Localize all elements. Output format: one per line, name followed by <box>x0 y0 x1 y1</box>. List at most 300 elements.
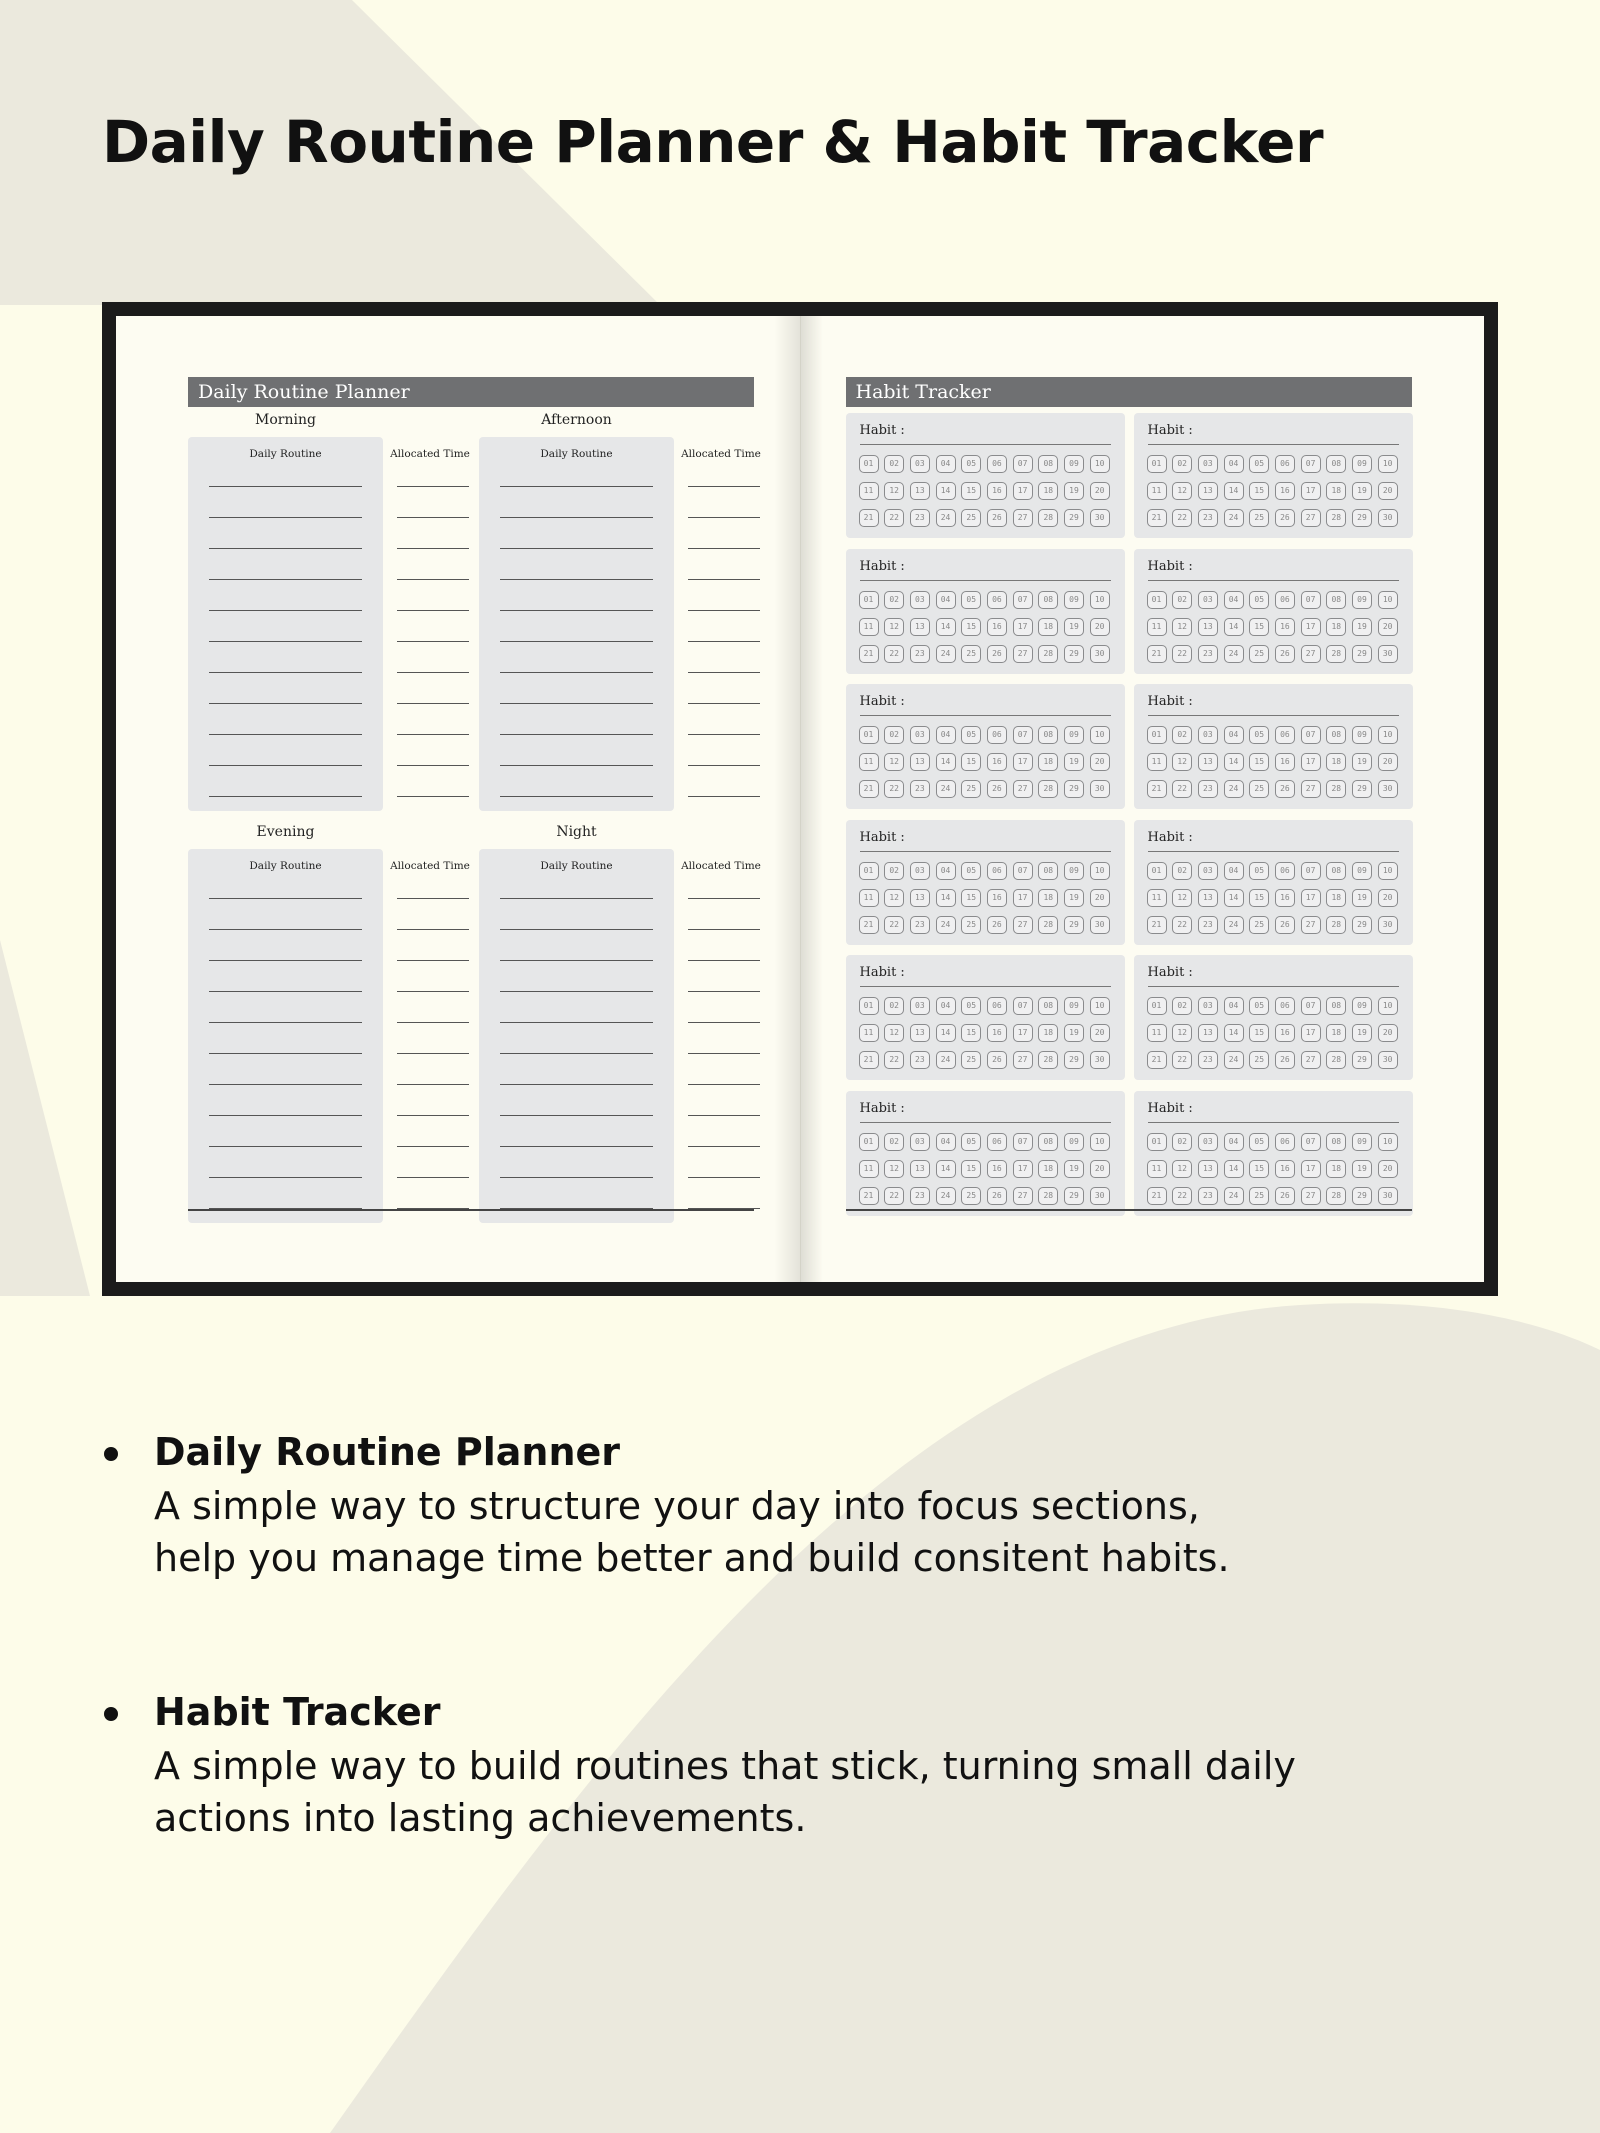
habit-day-checkbox[interactable]: 19 <box>1064 482 1084 500</box>
habit-day-checkbox[interactable]: 01 <box>1147 862 1167 880</box>
habit-day-checkbox[interactable]: 23 <box>1198 1187 1218 1205</box>
habit-day-checkbox[interactable]: 18 <box>1326 482 1346 500</box>
habit-day-checkbox[interactable]: 25 <box>1249 1051 1269 1069</box>
allocated-time-line[interactable] <box>688 672 760 673</box>
allocated-time-line[interactable] <box>397 1177 469 1178</box>
routine-entry-line[interactable] <box>209 610 362 611</box>
habit-day-checkbox[interactable]: 28 <box>1326 1187 1346 1205</box>
allocated-time-line[interactable] <box>397 765 469 766</box>
habit-day-checkbox[interactable]: 04 <box>936 455 956 473</box>
habit-day-checkbox[interactable]: 27 <box>1301 1051 1321 1069</box>
habit-day-checkbox[interactable]: 28 <box>1326 916 1346 934</box>
habit-day-checkbox[interactable]: 12 <box>1172 1024 1192 1042</box>
habit-day-checkbox[interactable]: 14 <box>936 889 956 907</box>
habit-day-checkbox[interactable]: 12 <box>884 1160 904 1178</box>
habit-day-checkbox[interactable]: 24 <box>1224 1051 1244 1069</box>
routine-entry-line[interactable] <box>500 929 653 930</box>
habit-day-checkbox[interactable]: 06 <box>1275 1133 1295 1151</box>
allocated-time-line[interactable] <box>688 579 760 580</box>
routine-entry-line[interactable] <box>500 765 653 766</box>
habit-day-checkbox[interactable]: 10 <box>1090 997 1110 1015</box>
habit-day-checkbox[interactable]: 30 <box>1090 509 1110 527</box>
habit-day-checkbox[interactable]: 29 <box>1064 1187 1084 1205</box>
habit-day-checkbox[interactable]: 10 <box>1378 862 1398 880</box>
habit-day-checkbox[interactable]: 25 <box>1249 916 1269 934</box>
habit-day-checkbox[interactable]: 10 <box>1378 726 1398 744</box>
habit-day-checkbox[interactable]: 09 <box>1352 1133 1372 1151</box>
habit-day-checkbox[interactable]: 12 <box>1172 1160 1192 1178</box>
habit-day-checkbox[interactable]: 16 <box>1275 1024 1295 1042</box>
habit-day-checkbox[interactable]: 04 <box>936 1133 956 1151</box>
habit-day-checkbox[interactable]: 05 <box>961 862 981 880</box>
habit-day-checkbox[interactable]: 15 <box>1249 753 1269 771</box>
habit-day-checkbox[interactable]: 05 <box>1249 1133 1269 1151</box>
habit-day-checkbox[interactable]: 10 <box>1090 1133 1110 1151</box>
allocated-time-line[interactable] <box>688 1177 760 1178</box>
habit-day-checkbox[interactable]: 01 <box>859 726 879 744</box>
habit-day-checkbox[interactable]: 05 <box>961 997 981 1015</box>
habit-day-checkbox[interactable]: 03 <box>1198 726 1218 744</box>
habit-day-checkbox[interactable]: 12 <box>1172 889 1192 907</box>
habit-name-line[interactable] <box>860 851 1111 852</box>
habit-day-checkbox[interactable]: 24 <box>936 509 956 527</box>
habit-day-checkbox[interactable]: 23 <box>1198 916 1218 934</box>
habit-day-checkbox[interactable]: 03 <box>910 591 930 609</box>
habit-day-checkbox[interactable]: 15 <box>1249 1024 1269 1042</box>
habit-day-checkbox[interactable]: 18 <box>1326 889 1346 907</box>
habit-day-checkbox[interactable]: 05 <box>961 591 981 609</box>
habit-day-checkbox[interactable]: 15 <box>961 753 981 771</box>
routine-entry-line[interactable] <box>209 1146 362 1147</box>
habit-name-line[interactable] <box>860 715 1111 716</box>
allocated-time-line[interactable] <box>688 929 760 930</box>
habit-day-checkbox[interactable]: 13 <box>910 482 930 500</box>
allocated-time-line[interactable] <box>397 991 469 992</box>
habit-day-checkbox[interactable]: 13 <box>910 889 930 907</box>
habit-day-checkbox[interactable]: 19 <box>1064 753 1084 771</box>
habit-day-checkbox[interactable]: 07 <box>1013 455 1033 473</box>
habit-day-checkbox[interactable]: 28 <box>1038 780 1058 798</box>
habit-day-checkbox[interactable]: 19 <box>1352 753 1372 771</box>
habit-day-checkbox[interactable]: 03 <box>910 726 930 744</box>
habit-day-checkbox[interactable]: 17 <box>1013 1024 1033 1042</box>
habit-day-checkbox[interactable]: 25 <box>961 780 981 798</box>
habit-day-checkbox[interactable]: 01 <box>859 997 879 1015</box>
habit-day-checkbox[interactable]: 25 <box>1249 509 1269 527</box>
habit-day-checkbox[interactable]: 09 <box>1064 997 1084 1015</box>
habit-day-checkbox[interactable]: 30 <box>1378 509 1398 527</box>
habit-day-checkbox[interactable]: 10 <box>1090 591 1110 609</box>
habit-day-checkbox[interactable]: 04 <box>936 726 956 744</box>
habit-day-checkbox[interactable]: 29 <box>1064 509 1084 527</box>
habit-day-checkbox[interactable]: 28 <box>1038 509 1058 527</box>
habit-day-checkbox[interactable]: 03 <box>1198 591 1218 609</box>
habit-day-checkbox[interactable]: 14 <box>1224 1160 1244 1178</box>
habit-day-checkbox[interactable]: 03 <box>1198 862 1218 880</box>
allocated-time-line[interactable] <box>397 1022 469 1023</box>
habit-day-checkbox[interactable]: 18 <box>1326 1024 1346 1042</box>
allocated-time-line[interactable] <box>397 1146 469 1147</box>
habit-day-checkbox[interactable]: 25 <box>961 1051 981 1069</box>
habit-day-checkbox[interactable]: 18 <box>1038 482 1058 500</box>
habit-day-checkbox[interactable]: 02 <box>884 862 904 880</box>
habit-day-checkbox[interactable]: 27 <box>1013 645 1033 663</box>
habit-day-checkbox[interactable]: 25 <box>961 645 981 663</box>
habit-day-checkbox[interactable]: 05 <box>961 726 981 744</box>
routine-entry-line[interactable] <box>500 641 653 642</box>
habit-day-checkbox[interactable]: 19 <box>1064 618 1084 636</box>
routine-entry-line[interactable] <box>500 486 653 487</box>
habit-day-checkbox[interactable]: 14 <box>936 1024 956 1042</box>
habit-day-checkbox[interactable]: 25 <box>961 509 981 527</box>
habit-day-checkbox[interactable]: 18 <box>1038 1024 1058 1042</box>
routine-entry-line[interactable] <box>500 610 653 611</box>
allocated-time-line[interactable] <box>688 1084 760 1085</box>
allocated-time-line[interactable] <box>688 1022 760 1023</box>
habit-day-checkbox[interactable]: 11 <box>1147 618 1167 636</box>
habit-day-checkbox[interactable]: 13 <box>1198 1024 1218 1042</box>
routine-entry-line[interactable] <box>209 548 362 549</box>
habit-day-checkbox[interactable]: 21 <box>859 509 879 527</box>
habit-name-line[interactable] <box>860 986 1111 987</box>
habit-day-checkbox[interactable]: 11 <box>1147 753 1167 771</box>
routine-entry-line[interactable] <box>500 898 653 899</box>
routine-entry-line[interactable] <box>209 641 362 642</box>
habit-day-checkbox[interactable]: 05 <box>1249 726 1269 744</box>
habit-day-checkbox[interactable]: 11 <box>859 753 879 771</box>
allocated-time-line[interactable] <box>688 734 760 735</box>
habit-day-checkbox[interactable]: 14 <box>1224 618 1244 636</box>
habit-day-checkbox[interactable]: 27 <box>1301 916 1321 934</box>
habit-day-checkbox[interactable]: 02 <box>1172 862 1192 880</box>
routine-entry-line[interactable] <box>500 1146 653 1147</box>
habit-day-checkbox[interactable]: 22 <box>1172 780 1192 798</box>
habit-day-checkbox[interactable]: 07 <box>1013 591 1033 609</box>
habit-name-line[interactable] <box>860 1122 1111 1123</box>
habit-day-checkbox[interactable]: 07 <box>1301 591 1321 609</box>
habit-day-checkbox[interactable]: 13 <box>1198 1160 1218 1178</box>
habit-day-checkbox[interactable]: 01 <box>859 862 879 880</box>
routine-entry-line[interactable] <box>500 1022 653 1023</box>
routine-entry-line[interactable] <box>209 1053 362 1054</box>
habit-day-checkbox[interactable]: 07 <box>1301 726 1321 744</box>
habit-name-line[interactable] <box>860 444 1111 445</box>
habit-day-checkbox[interactable]: 29 <box>1352 509 1372 527</box>
habit-day-checkbox[interactable]: 11 <box>1147 1024 1167 1042</box>
habit-day-checkbox[interactable]: 08 <box>1326 591 1346 609</box>
routine-entry-line[interactable] <box>500 734 653 735</box>
habit-day-checkbox[interactable]: 06 <box>987 591 1007 609</box>
habit-day-checkbox[interactable]: 02 <box>884 591 904 609</box>
habit-name-line[interactable] <box>1148 580 1399 581</box>
habit-day-checkbox[interactable]: 25 <box>961 1187 981 1205</box>
habit-day-checkbox[interactable]: 01 <box>1147 726 1167 744</box>
habit-day-checkbox[interactable]: 20 <box>1090 618 1110 636</box>
habit-day-checkbox[interactable]: 01 <box>859 1133 879 1151</box>
habit-day-checkbox[interactable]: 02 <box>1172 726 1192 744</box>
habit-day-checkbox[interactable]: 02 <box>1172 1133 1192 1151</box>
habit-day-checkbox[interactable]: 04 <box>936 862 956 880</box>
habit-day-checkbox[interactable]: 23 <box>1198 645 1218 663</box>
habit-day-checkbox[interactable]: 26 <box>1275 916 1295 934</box>
habit-day-checkbox[interactable]: 18 <box>1038 618 1058 636</box>
habit-day-checkbox[interactable]: 02 <box>1172 591 1192 609</box>
habit-day-checkbox[interactable]: 25 <box>1249 780 1269 798</box>
habit-day-checkbox[interactable]: 13 <box>910 753 930 771</box>
habit-day-checkbox[interactable]: 15 <box>961 618 981 636</box>
habit-day-checkbox[interactable]: 13 <box>1198 753 1218 771</box>
allocated-time-line[interactable] <box>397 796 469 797</box>
routine-entry-line[interactable] <box>209 765 362 766</box>
habit-day-checkbox[interactable]: 22 <box>884 1187 904 1205</box>
habit-day-checkbox[interactable]: 07 <box>1013 862 1033 880</box>
habit-day-checkbox[interactable]: 24 <box>1224 780 1244 798</box>
habit-day-checkbox[interactable]: 30 <box>1090 916 1110 934</box>
habit-day-checkbox[interactable]: 27 <box>1301 509 1321 527</box>
habit-day-checkbox[interactable]: 24 <box>936 1187 956 1205</box>
habit-day-checkbox[interactable]: 23 <box>910 780 930 798</box>
habit-day-checkbox[interactable]: 29 <box>1064 645 1084 663</box>
habit-day-checkbox[interactable]: 13 <box>910 1024 930 1042</box>
allocated-time-line[interactable] <box>688 765 760 766</box>
habit-name-line[interactable] <box>1148 986 1399 987</box>
habit-day-checkbox[interactable]: 06 <box>1275 591 1295 609</box>
habit-day-checkbox[interactable]: 15 <box>1249 618 1269 636</box>
allocated-time-line[interactable] <box>688 610 760 611</box>
habit-day-checkbox[interactable]: 19 <box>1352 889 1372 907</box>
habit-day-checkbox[interactable]: 16 <box>987 889 1007 907</box>
habit-day-checkbox[interactable]: 12 <box>1172 482 1192 500</box>
allocated-time-line[interactable] <box>397 703 469 704</box>
routine-entry-line[interactable] <box>500 991 653 992</box>
habit-day-checkbox[interactable]: 06 <box>987 726 1007 744</box>
habit-day-checkbox[interactable]: 19 <box>1064 1024 1084 1042</box>
habit-day-checkbox[interactable]: 22 <box>884 916 904 934</box>
habit-day-checkbox[interactable]: 24 <box>936 1051 956 1069</box>
habit-day-checkbox[interactable]: 12 <box>884 618 904 636</box>
allocated-time-line[interactable] <box>397 960 469 961</box>
routine-entry-line[interactable] <box>209 1084 362 1085</box>
habit-day-checkbox[interactable]: 05 <box>1249 862 1269 880</box>
allocated-time-line[interactable] <box>688 703 760 704</box>
habit-day-checkbox[interactable]: 11 <box>859 482 879 500</box>
habit-day-checkbox[interactable]: 19 <box>1352 618 1372 636</box>
routine-entry-line[interactable] <box>500 1084 653 1085</box>
habit-day-checkbox[interactable]: 05 <box>961 1133 981 1151</box>
habit-day-checkbox[interactable]: 08 <box>1326 862 1346 880</box>
habit-day-checkbox[interactable]: 17 <box>1013 889 1033 907</box>
habit-day-checkbox[interactable]: 18 <box>1038 889 1058 907</box>
habit-day-checkbox[interactable]: 23 <box>1198 509 1218 527</box>
habit-day-checkbox[interactable]: 06 <box>987 1133 1007 1151</box>
habit-day-checkbox[interactable]: 23 <box>910 916 930 934</box>
habit-day-checkbox[interactable]: 10 <box>1378 997 1398 1015</box>
routine-entry-line[interactable] <box>500 960 653 961</box>
habit-day-checkbox[interactable]: 15 <box>961 889 981 907</box>
habit-day-checkbox[interactable]: 07 <box>1013 726 1033 744</box>
habit-day-checkbox[interactable]: 02 <box>884 455 904 473</box>
habit-day-checkbox[interactable]: 23 <box>910 645 930 663</box>
habit-day-checkbox[interactable]: 16 <box>987 1024 1007 1042</box>
habit-day-checkbox[interactable]: 29 <box>1352 1051 1372 1069</box>
habit-day-checkbox[interactable]: 10 <box>1378 1133 1398 1151</box>
habit-day-checkbox[interactable]: 28 <box>1326 645 1346 663</box>
habit-day-checkbox[interactable]: 20 <box>1378 618 1398 636</box>
allocated-time-line[interactable] <box>397 486 469 487</box>
habit-day-checkbox[interactable]: 04 <box>936 997 956 1015</box>
habit-day-checkbox[interactable]: 03 <box>1198 1133 1218 1151</box>
habit-day-checkbox[interactable]: 18 <box>1038 1160 1058 1178</box>
routine-entry-line[interactable] <box>209 579 362 580</box>
habit-day-checkbox[interactable]: 27 <box>1013 916 1033 934</box>
routine-entry-line[interactable] <box>500 672 653 673</box>
habit-day-checkbox[interactable]: 04 <box>1224 862 1244 880</box>
allocated-time-line[interactable] <box>397 1084 469 1085</box>
routine-entry-line[interactable] <box>500 1053 653 1054</box>
habit-day-checkbox[interactable]: 07 <box>1301 455 1321 473</box>
habit-day-checkbox[interactable]: 14 <box>1224 1024 1244 1042</box>
habit-day-checkbox[interactable]: 28 <box>1326 509 1346 527</box>
habit-day-checkbox[interactable]: 21 <box>859 1051 879 1069</box>
habit-day-checkbox[interactable]: 14 <box>1224 482 1244 500</box>
habit-day-checkbox[interactable]: 06 <box>1275 455 1295 473</box>
routine-entry-line[interactable] <box>209 672 362 673</box>
habit-day-checkbox[interactable]: 09 <box>1352 591 1372 609</box>
habit-day-checkbox[interactable]: 22 <box>884 509 904 527</box>
habit-day-checkbox[interactable]: 09 <box>1064 455 1084 473</box>
routine-entry-line[interactable] <box>500 548 653 549</box>
habit-day-checkbox[interactable]: 01 <box>1147 997 1167 1015</box>
allocated-time-line[interactable] <box>397 548 469 549</box>
habit-day-checkbox[interactable]: 08 <box>1038 591 1058 609</box>
habit-day-checkbox[interactable]: 30 <box>1378 1051 1398 1069</box>
habit-day-checkbox[interactable]: 27 <box>1013 1187 1033 1205</box>
habit-day-checkbox[interactable]: 16 <box>1275 482 1295 500</box>
habit-day-checkbox[interactable]: 16 <box>1275 889 1295 907</box>
habit-day-checkbox[interactable]: 21 <box>1147 1051 1167 1069</box>
habit-day-checkbox[interactable]: 02 <box>884 997 904 1015</box>
habit-day-checkbox[interactable]: 23 <box>1198 780 1218 798</box>
habit-day-checkbox[interactable]: 15 <box>1249 482 1269 500</box>
habit-day-checkbox[interactable]: 21 <box>859 645 879 663</box>
habit-day-checkbox[interactable]: 30 <box>1378 780 1398 798</box>
habit-day-checkbox[interactable]: 07 <box>1013 997 1033 1015</box>
habit-day-checkbox[interactable]: 10 <box>1378 591 1398 609</box>
habit-day-checkbox[interactable]: 15 <box>1249 1160 1269 1178</box>
habit-day-checkbox[interactable]: 26 <box>987 916 1007 934</box>
habit-day-checkbox[interactable]: 29 <box>1064 916 1084 934</box>
allocated-time-line[interactable] <box>688 1146 760 1147</box>
habit-day-checkbox[interactable]: 06 <box>987 997 1007 1015</box>
habit-day-checkbox[interactable]: 22 <box>1172 916 1192 934</box>
habit-day-checkbox[interactable]: 17 <box>1301 482 1321 500</box>
habit-day-checkbox[interactable]: 02 <box>1172 455 1192 473</box>
habit-day-checkbox[interactable]: 01 <box>859 455 879 473</box>
habit-day-checkbox[interactable]: 11 <box>859 1024 879 1042</box>
habit-day-checkbox[interactable]: 08 <box>1326 726 1346 744</box>
habit-day-checkbox[interactable]: 05 <box>1249 455 1269 473</box>
habit-day-checkbox[interactable]: 06 <box>1275 862 1295 880</box>
habit-day-checkbox[interactable]: 16 <box>987 618 1007 636</box>
habit-day-checkbox[interactable]: 11 <box>1147 889 1167 907</box>
habit-day-checkbox[interactable]: 14 <box>936 482 956 500</box>
allocated-time-line[interactable] <box>688 1053 760 1054</box>
habit-day-checkbox[interactable]: 21 <box>1147 780 1167 798</box>
allocated-time-line[interactable] <box>397 1115 469 1116</box>
habit-day-checkbox[interactable]: 22 <box>884 780 904 798</box>
habit-day-checkbox[interactable]: 26 <box>987 1187 1007 1205</box>
routine-entry-line[interactable] <box>209 486 362 487</box>
habit-day-checkbox[interactable]: 27 <box>1013 509 1033 527</box>
habit-day-checkbox[interactable]: 06 <box>987 862 1007 880</box>
habit-day-checkbox[interactable]: 25 <box>961 916 981 934</box>
habit-day-checkbox[interactable]: 12 <box>1172 753 1192 771</box>
habit-day-checkbox[interactable]: 16 <box>1275 1160 1295 1178</box>
habit-day-checkbox[interactable]: 26 <box>987 645 1007 663</box>
habit-day-checkbox[interactable]: 24 <box>936 916 956 934</box>
habit-day-checkbox[interactable]: 11 <box>859 1160 879 1178</box>
habit-day-checkbox[interactable]: 03 <box>910 862 930 880</box>
habit-day-checkbox[interactable]: 27 <box>1013 780 1033 798</box>
habit-day-checkbox[interactable]: 08 <box>1326 997 1346 1015</box>
routine-entry-line[interactable] <box>209 991 362 992</box>
habit-day-checkbox[interactable]: 28 <box>1326 780 1346 798</box>
habit-day-checkbox[interactable]: 21 <box>1147 1187 1167 1205</box>
habit-day-checkbox[interactable]: 24 <box>1224 1187 1244 1205</box>
habit-day-checkbox[interactable]: 24 <box>1224 509 1244 527</box>
routine-entry-line[interactable] <box>209 960 362 961</box>
habit-day-checkbox[interactable]: 30 <box>1090 1187 1110 1205</box>
habit-day-checkbox[interactable]: 17 <box>1013 753 1033 771</box>
habit-day-checkbox[interactable]: 13 <box>1198 618 1218 636</box>
habit-day-checkbox[interactable]: 17 <box>1301 1024 1321 1042</box>
habit-day-checkbox[interactable]: 10 <box>1090 726 1110 744</box>
allocated-time-line[interactable] <box>397 641 469 642</box>
routine-entry-line[interactable] <box>500 1115 653 1116</box>
habit-day-checkbox[interactable]: 20 <box>1378 753 1398 771</box>
habit-day-checkbox[interactable]: 09 <box>1352 862 1372 880</box>
habit-day-checkbox[interactable]: 21 <box>859 1187 879 1205</box>
habit-day-checkbox[interactable]: 23 <box>910 1051 930 1069</box>
habit-day-checkbox[interactable]: 17 <box>1013 482 1033 500</box>
habit-day-checkbox[interactable]: 17 <box>1301 618 1321 636</box>
habit-day-checkbox[interactable]: 12 <box>884 753 904 771</box>
habit-day-checkbox[interactable]: 07 <box>1301 1133 1321 1151</box>
habit-day-checkbox[interactable]: 15 <box>961 1024 981 1042</box>
habit-day-checkbox[interactable]: 26 <box>1275 780 1295 798</box>
habit-name-line[interactable] <box>1148 715 1399 716</box>
allocated-time-line[interactable] <box>688 991 760 992</box>
habit-day-checkbox[interactable]: 17 <box>1013 618 1033 636</box>
habit-day-checkbox[interactable]: 21 <box>1147 509 1167 527</box>
habit-day-checkbox[interactable]: 25 <box>1249 645 1269 663</box>
habit-day-checkbox[interactable]: 28 <box>1038 916 1058 934</box>
habit-day-checkbox[interactable]: 11 <box>1147 482 1167 500</box>
habit-day-checkbox[interactable]: 07 <box>1013 1133 1033 1151</box>
habit-name-line[interactable] <box>1148 444 1399 445</box>
allocated-time-line[interactable] <box>397 610 469 611</box>
habit-day-checkbox[interactable]: 08 <box>1038 997 1058 1015</box>
habit-day-checkbox[interactable]: 02 <box>884 1133 904 1151</box>
habit-day-checkbox[interactable]: 08 <box>1038 862 1058 880</box>
habit-day-checkbox[interactable]: 21 <box>859 780 879 798</box>
habit-day-checkbox[interactable]: 08 <box>1038 455 1058 473</box>
habit-day-checkbox[interactable]: 28 <box>1326 1051 1346 1069</box>
habit-day-checkbox[interactable]: 18 <box>1326 1160 1346 1178</box>
habit-day-checkbox[interactable]: 20 <box>1090 753 1110 771</box>
routine-entry-line[interactable] <box>209 898 362 899</box>
habit-day-checkbox[interactable]: 26 <box>987 780 1007 798</box>
